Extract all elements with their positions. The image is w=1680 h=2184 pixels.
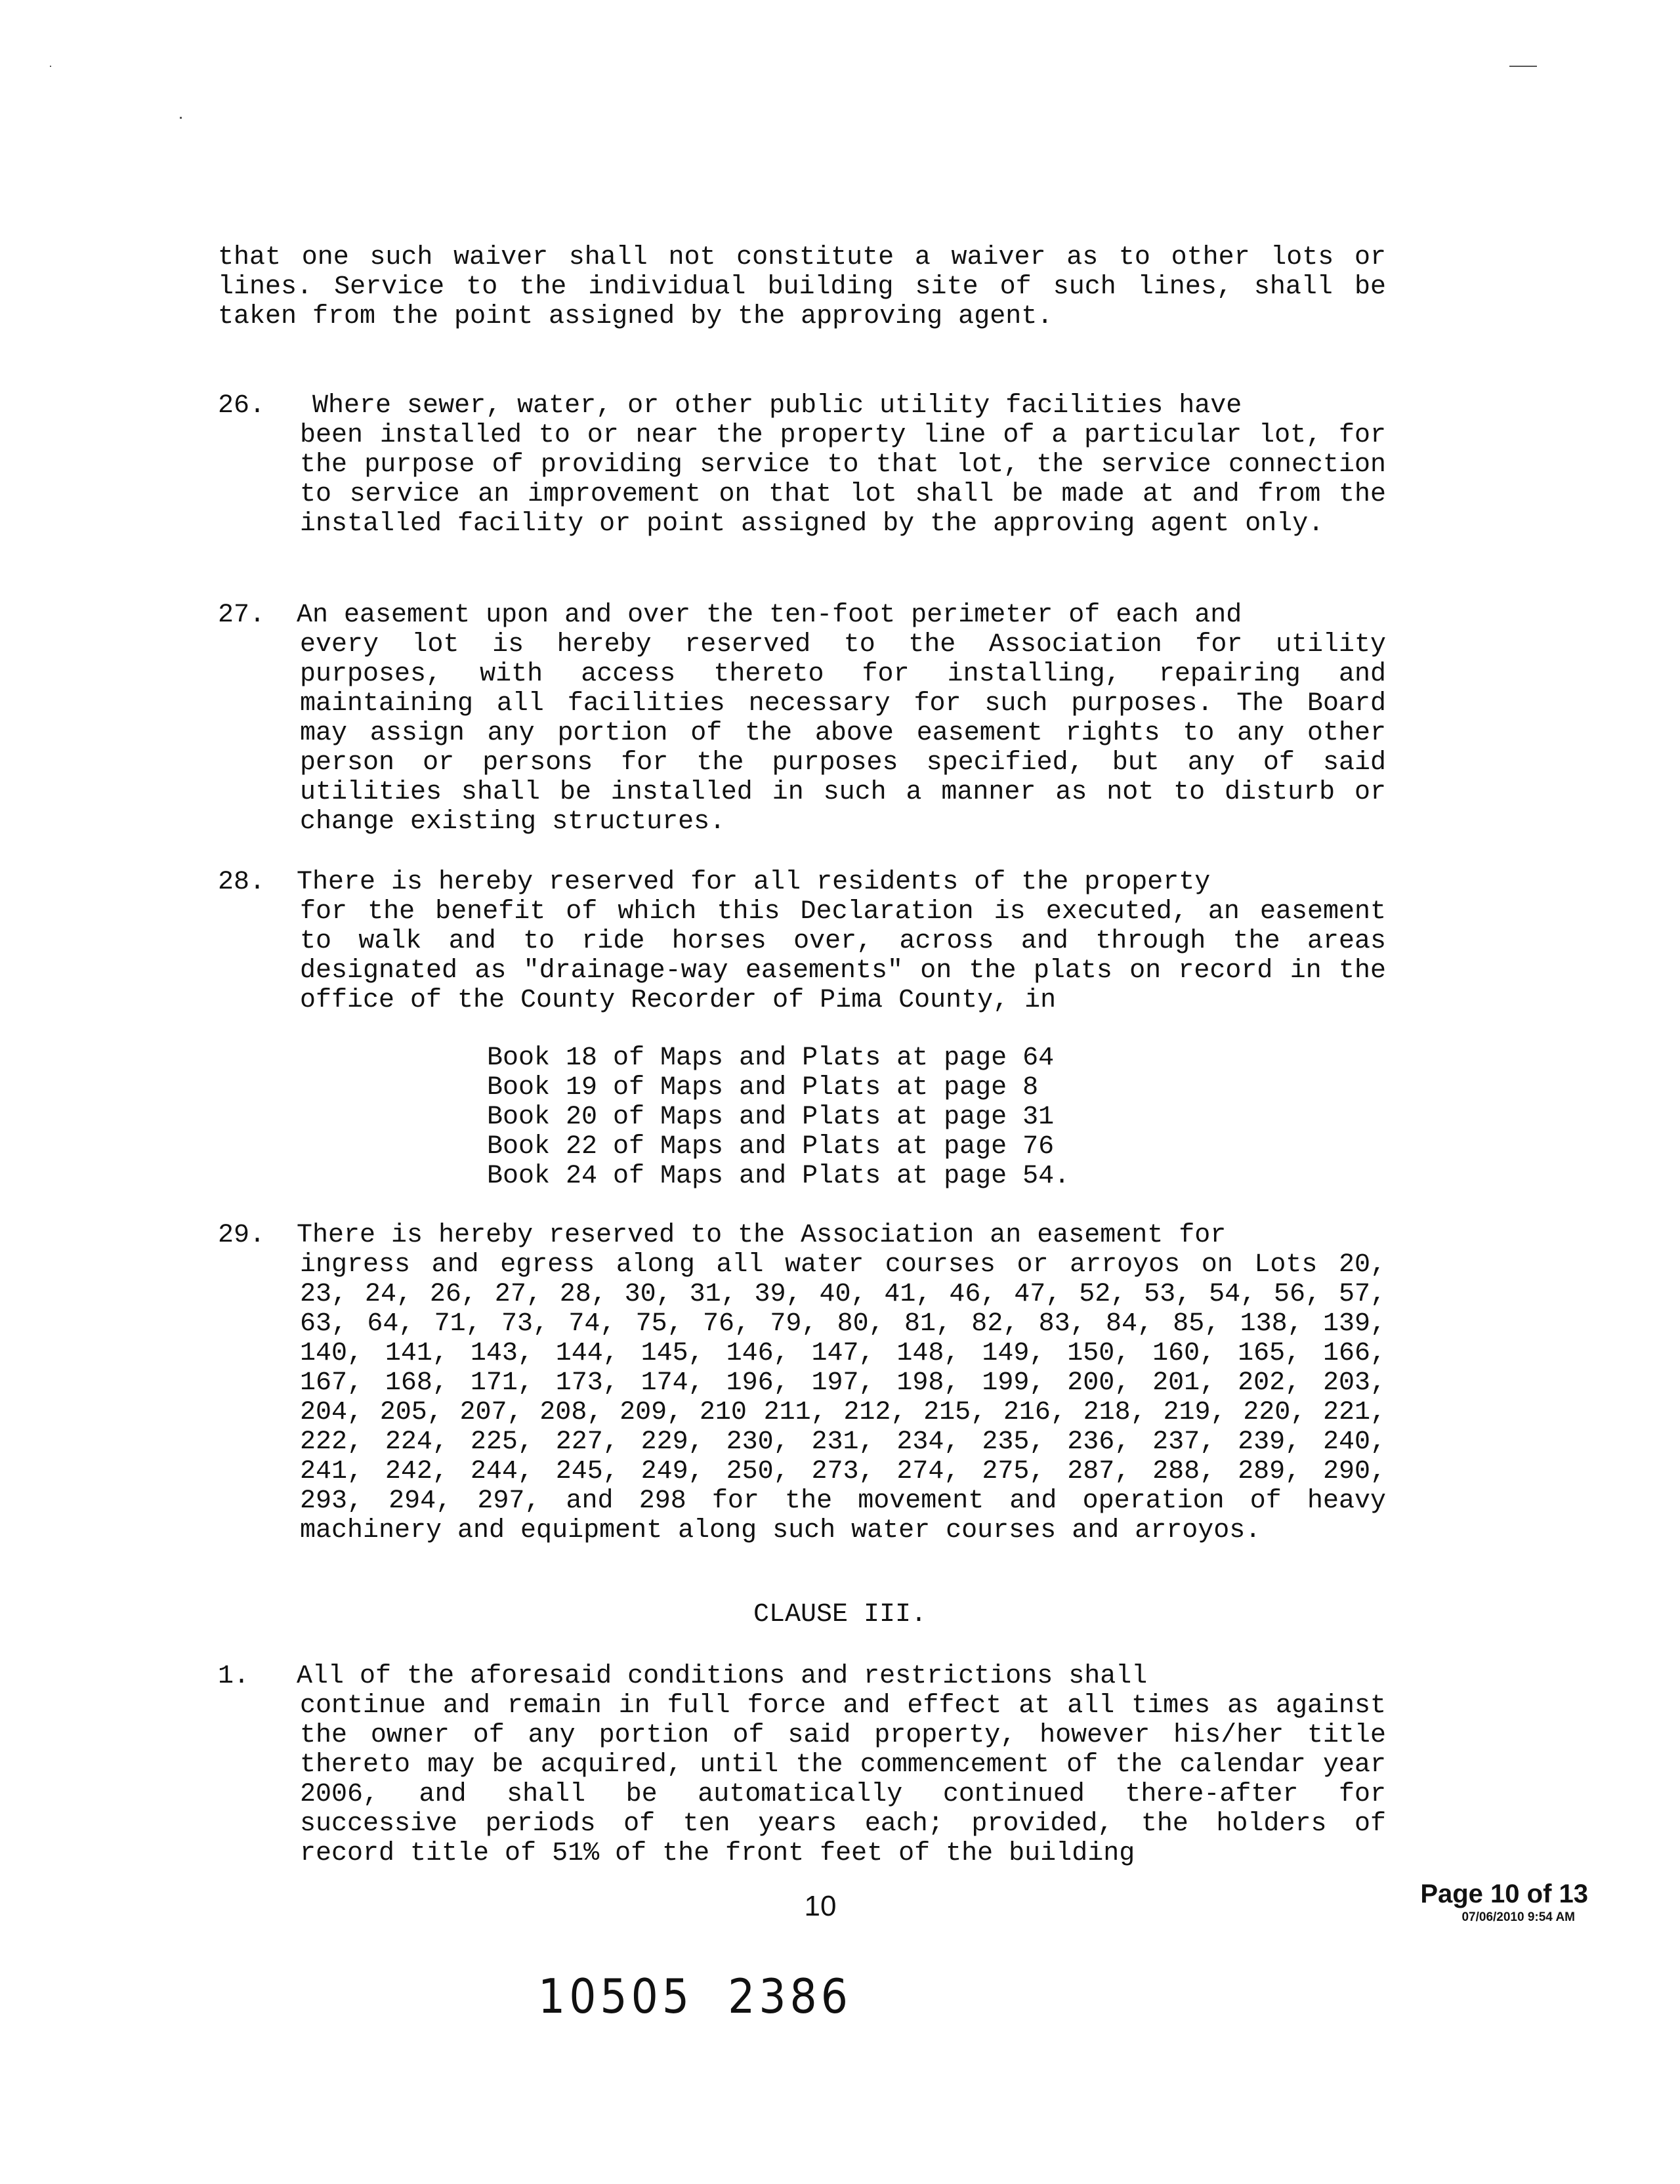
- page-count-label: Page 10 of 13: [1420, 1880, 1588, 1908]
- paragraph-body: [218, 1250, 1386, 1545]
- paragraph-number: 29.: [218, 1221, 266, 1250]
- paragraph-first-line: All of the aforesaid conditions and restrictions shall: [297, 1662, 1148, 1691]
- paragraph-body-text: every lot is hereby reserved to the Association for utility purposes, with access thereto for installing, repairing and maintaining all facilities necessary for such purposes. The Board may assign any portion of the above easement rights to any other person or persons for the purposes specified, but any of said utilities shall be installed in such a manner as not to disturb or change existing structures.: [300, 630, 1386, 837]
- paragraph-29: [218, 1221, 1386, 1545]
- paragraph-first-line: An easement upon and over the ten-foot perimeter of each and: [297, 600, 1242, 630]
- plat-book-entry: Book 20 of Maps and Plats at page 31: [487, 1102, 1055, 1132]
- paragraph-body: [218, 630, 1386, 837]
- plat-book-entry: Book 18 of Maps and Plats at page 64: [487, 1043, 1055, 1073]
- paragraph-body: [218, 1691, 1386, 1868]
- paragraph-body: [218, 421, 1386, 539]
- paragraph-number: 28.: [218, 868, 266, 897]
- scan-mark: [180, 117, 182, 119]
- plat-book-list: [487, 1043, 1209, 1191]
- paragraph-first-line: There is hereby reserved for all residents of the property: [297, 868, 1211, 897]
- plat-book-entry: Book 22 of Maps and Plats at page 76: [487, 1132, 1055, 1162]
- recording-number: 10505 2386: [538, 1969, 852, 2024]
- clause-heading: CLAUSE III.: [753, 1600, 927, 1629]
- paragraph-number: 1.: [218, 1662, 250, 1691]
- print-timestamp: 07/06/2010 9:54 AM: [1461, 1910, 1575, 1924]
- scan-mark: [1509, 66, 1537, 67]
- paragraph-body-text: been installed to or near the property line of a particular lot, for the purpose of providing service to that lot, the service connection to service an improvement on that lot shall be made at and from the installed facility or point assigned by the approving agent only.: [300, 421, 1386, 539]
- print-stamp: [1352, 1878, 1588, 1925]
- paragraph-first-line: Where sewer, water, or other public utility facilities have: [312, 391, 1242, 421]
- paragraph-body-text: continue and remain in full force and effect at all times as against the owner of any portion of said property, however his/her title thereto may be acquired, until the commencement of the calendar year 2006, and shall be automatically continued there-after for successive periods of ten years each; provided, the holders of record title of 51% of the front feet of the building: [300, 1691, 1386, 1868]
- paragraph-body-text: for the benefit of which this Declaration is executed, an easement to walk and to ride horses over, across and through the areas designated as "drainage-way easements" on the plats on record in the office of the County Recorder of Pima County, in: [300, 897, 1386, 1015]
- paragraph-25-continuation: [218, 243, 1386, 331]
- paragraph-28: [218, 868, 1386, 1015]
- scan-mark: [50, 66, 51, 67]
- paragraph-number: 27.: [218, 600, 266, 630]
- paragraph-first-line: There is hereby reserved to the Association an easement for: [297, 1221, 1227, 1250]
- paragraph-body-text: ingress and egress along all water courses or arroyos on Lots 20, 23, 24, 26, 27, 28, 30, 31, 39, 40, 41, 46, 47, 52, 53, 54, 56, 57, 63, 64, 71, 73, 74, 75, 76, 79, 80, 81, 82, 83, 84, 85, 138, 139, 140, 141, 143, 144, 145, 146, 147, 148, 149, 150, 160, 165, 166, 167, 168, 171, 173, 174, 196, 197, 198, 199, 200, 201, 202, 203, 204, 205, 207, 208, 209, 210 211, 212, 215, 216, 218, 219, 220, 221, 222, 224, 225, 227, 229, 230, 231, 234, 235, 236, 237, 239, 240, 241, 242, 244, 245, 249, 250, 273, 274, 275, 287, 288, 289, 290, 293, 294, 297, and 298 for the movement and operation of heavy machinery and equipment along such water courses and arroyos.: [300, 1250, 1386, 1545]
- plat-book-entry: Book 19 of Maps and Plats at page 8: [487, 1073, 1039, 1102]
- paragraph-text: that one such waiver shall not constitute a waiver as to other lots or lines. Service to the individual building site of such lines, shall be taken from the point assigned by the approving agent.: [218, 243, 1386, 331]
- page-number: 10: [804, 1890, 837, 1922]
- paragraph-27: [218, 600, 1386, 837]
- paragraph-body: [218, 897, 1386, 1015]
- clause-3-paragraph-1: [218, 1662, 1386, 1868]
- plat-book-entry: Book 24 of Maps and Plats at page 54.: [487, 1162, 1070, 1191]
- paragraph-26: [218, 391, 1386, 539]
- paragraph-number: 26.: [218, 391, 266, 421]
